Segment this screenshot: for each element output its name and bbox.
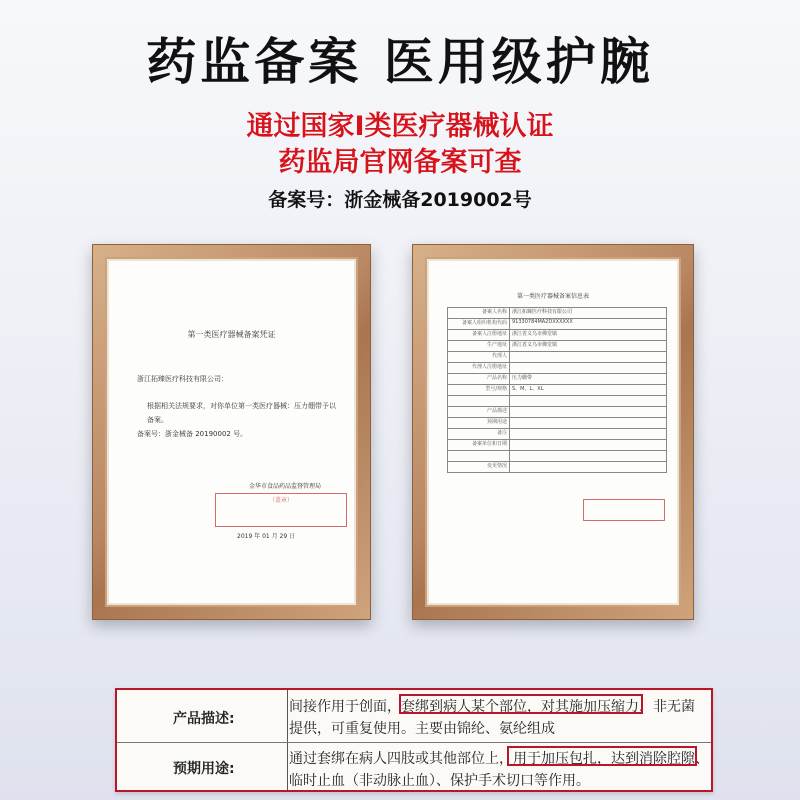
official-stamp (215, 493, 347, 527)
info-form-row (448, 330, 667, 341)
certificate-document (105, 257, 358, 607)
info-form-key: 备案单位和日期 (448, 440, 510, 451)
info-form-row (448, 374, 667, 385)
certificate-body (137, 399, 336, 441)
info-form-key: 备注 (448, 429, 510, 440)
record-number: 备案号：浙金械备2019002号 (268, 189, 532, 211)
verification-line: 药监局官网备案可查 (278, 147, 522, 178)
info-form-key: 备案人名称 (448, 308, 510, 319)
info-form-key: 代理人注册地址 (448, 363, 510, 374)
info-form-key: 预期用途 (448, 418, 510, 429)
info-form-value: 浙江拓臻医疗科技有限公司 (510, 308, 667, 319)
info-form-row (448, 308, 667, 319)
info-form-document (425, 257, 681, 607)
info-form-value (510, 462, 667, 473)
info-form-value (510, 440, 667, 451)
official-stamp (583, 499, 665, 521)
info-form-row (448, 451, 667, 462)
info-form-title: 第一类医疗器械备案信息表 (516, 293, 589, 300)
info-form-key: 变更情况 (448, 462, 510, 473)
description-label: 产品描述: (173, 711, 235, 727)
headline: 药监备案 医用级护腕 (146, 33, 654, 91)
info-form-row (448, 462, 667, 473)
info-form-key: 备案人组织机构代码 (448, 319, 510, 330)
info-form-row (448, 407, 667, 418)
info-form-key (448, 396, 510, 407)
document-excerpt (115, 688, 713, 792)
info-form-row (448, 352, 667, 363)
info-form-value: 浙江省义乌市佛堂镇 (510, 341, 667, 352)
certificate-title: 第一类医疗器械备案凭证 (187, 330, 276, 339)
description-line: 间接作用于创面，套绑到病人某个部位，对其施加压缩力，非无菌 (289, 699, 695, 715)
info-form-value (510, 363, 667, 374)
stamp-text: （盖章） (268, 497, 293, 504)
info-form-key: 产品名称 (448, 374, 510, 385)
info-form-key: 生产地址 (448, 341, 510, 352)
excerpt-column-divider (287, 690, 288, 790)
info-form-row (448, 363, 667, 374)
intended-use-line: 通过套绑在病人四肢或其他部位上，用于加压包扎，达到消除腔隙、 (289, 751, 709, 767)
description-line: 提供，可重复使用。主要由锦纶、氨纶组成 (289, 721, 555, 737)
info-form-value: 压力绷带 (510, 374, 667, 385)
info-form-value (510, 451, 667, 462)
info-form-key: 型号/规格 (448, 385, 510, 396)
certificate-frame-right (412, 244, 694, 620)
certificate-company: 浙江拓臻医疗科技有限公司： (137, 375, 228, 383)
info-form-value (510, 407, 667, 418)
info-form-row (448, 440, 667, 451)
intended-use-label: 预期用途: (173, 761, 235, 777)
info-form-value (510, 396, 667, 407)
info-form-value (510, 418, 667, 429)
info-form-row (448, 341, 667, 352)
info-form-value (510, 429, 667, 440)
certificate-issuer: 金华市食品药品监督管理局 (248, 483, 321, 490)
info-form-key: 产品描述 (448, 407, 510, 418)
info-form-row (448, 385, 667, 396)
certification-line: 通过国家I类医疗器械认证 (246, 111, 554, 142)
info-form-row (448, 429, 667, 440)
certificate-frame-left (92, 244, 371, 620)
info-form-table (447, 307, 667, 473)
info-form-row (448, 396, 667, 407)
certificate-date: 2019 年 01 月 29 日 (237, 533, 296, 540)
info-form-value (510, 352, 667, 363)
info-form-value: S、M、L、XL (510, 385, 667, 396)
excerpt-row-divider (117, 742, 711, 743)
info-form-row (448, 418, 667, 429)
info-form-key: 代理人 (448, 352, 510, 363)
info-form-key (448, 451, 510, 462)
info-form-row (448, 319, 667, 330)
certificate-body-line: 根据相关法规要求，对你单位第一类医疗器械：压力绷带予以备案。 (147, 402, 336, 424)
info-form-value: 浙江省义乌市佛堂镇 (510, 330, 667, 341)
certificate-body-line: 备案号：浙金械备 20190002 号。 (137, 430, 248, 438)
info-form-value: 91330784MA2DXXXXXX (510, 319, 667, 330)
info-form-key: 备案人注册地址 (448, 330, 510, 341)
intended-use-line: 临时止血（非动脉止血）、保护手术切口等作用。 (289, 773, 590, 789)
